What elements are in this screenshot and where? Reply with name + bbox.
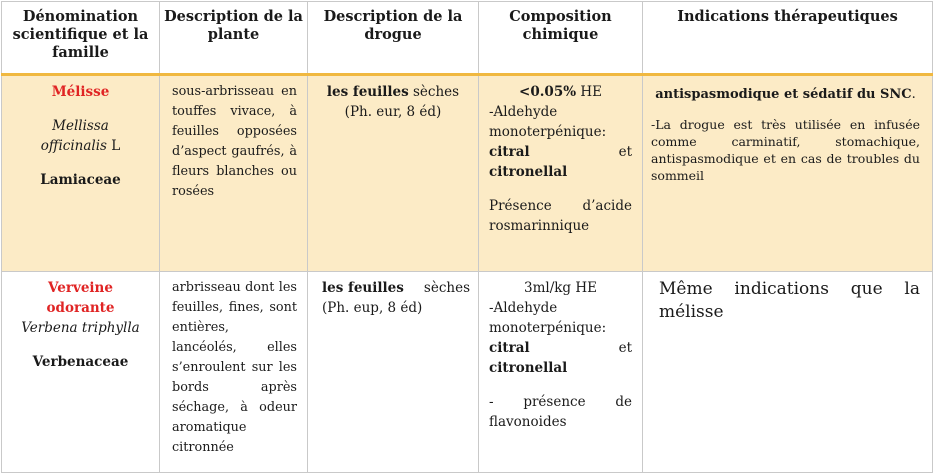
citronellal: citronellal	[489, 164, 568, 180]
extra-compound: Présence d’acide rosmarinnique	[489, 198, 632, 234]
citronellal: citronellal	[489, 360, 568, 376]
indication-text: -La drogue est très utilisée en infusée comme carminatif, stomachique, antispasmodique et en cas de troubles du sommeil	[651, 117, 920, 183]
cell-drug-description	[308, 272, 479, 473]
header-therapeutic-indications: Indications thérapeutiques	[643, 2, 933, 75]
cell-denomination	[2, 272, 160, 473]
common-name: Mélisse	[51, 84, 110, 100]
common-name-line2: odorante	[46, 300, 115, 316]
drug-reference: (Ph. eup, 8 éd)	[322, 300, 423, 316]
essential-oil-content: 3ml/kg HE	[524, 280, 597, 296]
common-name: Verveine	[48, 280, 113, 296]
essential-oil-content: <0.05% HE	[519, 84, 602, 100]
indication-title: antispasmodique et sédatif du SNC.	[655, 87, 916, 102]
table-row-verveine	[2, 272, 933, 473]
herb-table	[1, 1, 933, 473]
drug-part: les feuilles sèches	[322, 280, 470, 296]
header-row	[2, 2, 933, 75]
scientific-name: Mellissa	[52, 118, 109, 134]
header-plant-description: Description de la plante	[160, 2, 308, 75]
family-name: Verbenaceae	[32, 354, 129, 370]
drug-reference: (Ph. eur, 8 éd)	[344, 104, 442, 120]
extra-compound: - présence de flavonoides	[489, 394, 632, 430]
cell-chemical-composition	[479, 272, 643, 473]
cell-denomination	[2, 75, 160, 272]
cell-therapeutic-indications	[643, 75, 933, 272]
scientific-name: Verbena triphylla	[21, 320, 140, 336]
aldehyde-label: -Aldehyde monoterpénique:	[489, 300, 607, 336]
indication-text: Même indications que la mélisse	[659, 279, 920, 322]
cell-chemical-composition	[479, 75, 643, 272]
cell-drug-description	[308, 75, 479, 272]
cell-therapeutic-indications	[643, 272, 933, 473]
citral-line: citral et	[489, 340, 632, 356]
citral-line: citral et	[489, 144, 632, 160]
table-row-melisse	[2, 75, 933, 272]
header-denomination: Dénomination scientifique et la famille	[2, 2, 160, 75]
aldehyde-label: -Aldehyde monoterpénique:	[489, 104, 607, 140]
drug-part: les feuilles sèches	[326, 84, 460, 100]
family-name: Lamiaceae	[40, 172, 121, 188]
header-chemical-composition: Composition chimique	[479, 2, 643, 75]
scientific-name-line2: officinalis L	[40, 138, 121, 154]
cell-plant-description: sous-arbrisseau en touffes vivace, à feuilles opposées d’aspect gaufrés, à fleurs blanches ou rosées	[160, 75, 308, 272]
cell-plant-description: arbrisseau dont les feuilles, fines, sont entières, lancéolés, elles s’enroulent sur les bords après séchage, à odeur aromatique citronnée	[160, 272, 308, 473]
header-drug-description: Description de la drogue	[308, 2, 479, 75]
